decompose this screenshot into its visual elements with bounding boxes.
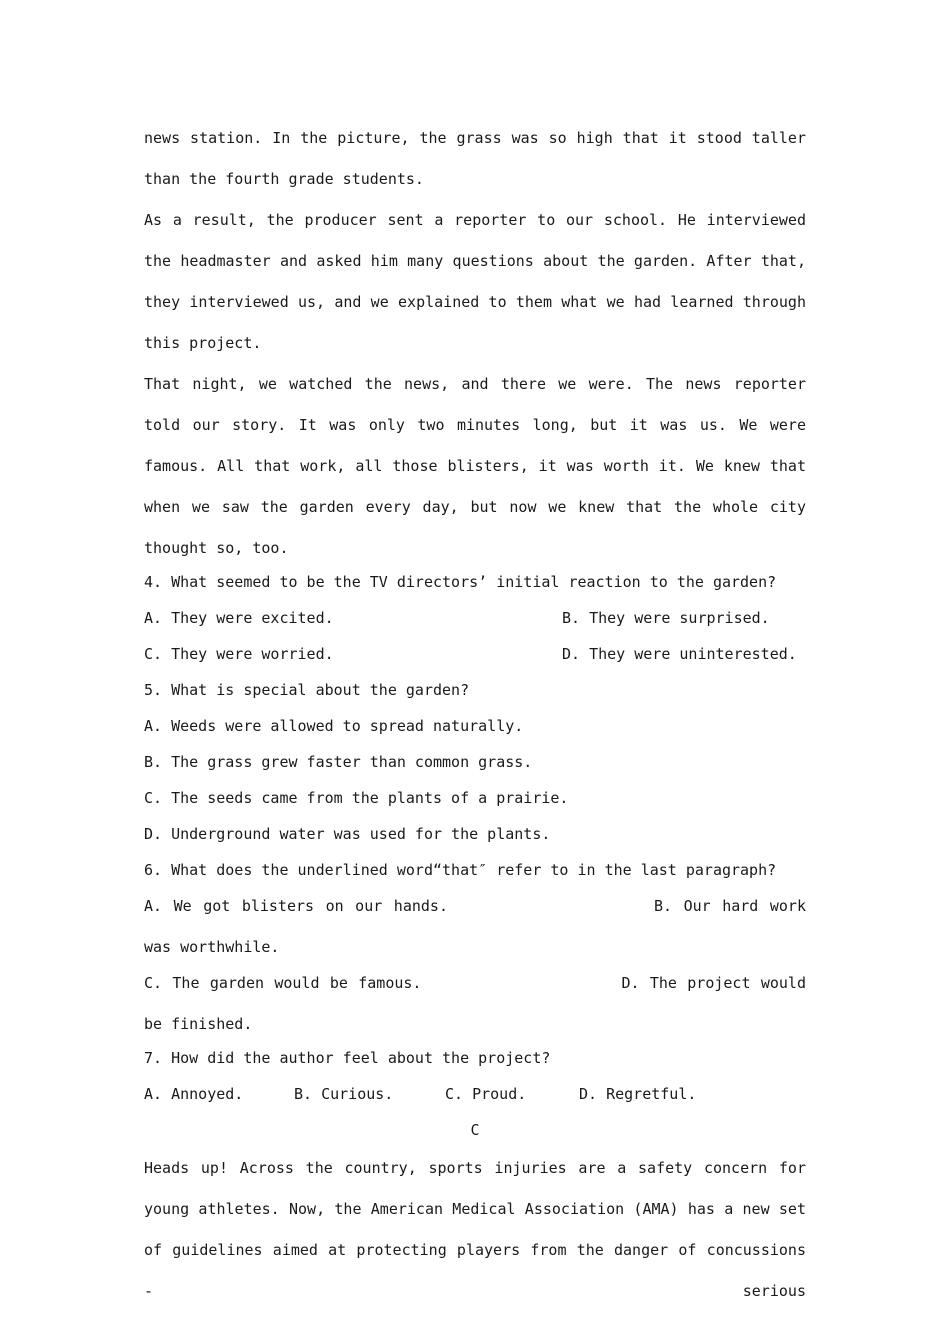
question-6-options-ab [144, 886, 806, 968]
document-page [144, 118, 806, 1312]
passage-paragraph-3: That night, we watched the news, and there we were. The news reporter told our story. It was only two minutes long, but it was us. We were famous. All that work, all those blisters, it was worth it. We knew that when we saw the garden every day, but now we knew that the whole city thought so, too. [144, 375, 806, 557]
question-7-option-d: D. Regretful. [579, 1085, 697, 1103]
question-4-stem: 4. What seemed to be the TV directors’ initial reaction to the garden? [144, 573, 777, 591]
question-5-option-c: C. The seeds came from the plants of a prairie. [144, 789, 569, 807]
question-6-option-d: D. The project would be finished. [144, 974, 806, 1033]
question-5-option-b: B. The grass grew faster than common grass. [144, 753, 533, 771]
question-5-option-d: D. Underground water was used for the plants. [144, 825, 551, 843]
question-4-option-a: A. They were excited. [144, 609, 334, 627]
question-7-option-c: C. Proud. [445, 1085, 527, 1103]
question-4-options-row-2 [144, 636, 806, 672]
question-4-option-d: D. They were uninterested. [562, 645, 797, 663]
passage-paragraph-1: news station. In the picture, the grass was so high that it stood taller than the fourth grade students. [144, 129, 806, 188]
question-7-option-b: B. Curious. [294, 1085, 394, 1103]
question-6-stem: 6. What does the underlined word“that″ refer to in the last paragraph? [144, 861, 777, 879]
section-c-paragraph-1: Heads up! Across the country, sports injuries are a safety concern for young athletes. Now, the American Medical Association (AMA) has a new set of guidelines aimed at protecting players from the danger of concussions - serious [144, 1159, 806, 1300]
question-7-stem: 7. How did the author feel about the project? [144, 1049, 551, 1067]
question-6-option-b: B. Our hard work was worthwhile. [144, 897, 806, 956]
passage-paragraph-2: As a result, the producer sent a reporter to our school. He interviewed the headmaster and asked him many questions about the garden. After that, they interviewed us, and we explained to them what we had learned through this project. [144, 211, 806, 352]
section-c-heading: C [470, 1121, 480, 1139]
question-5-stem: 5. What is special about the garden? [144, 681, 470, 699]
question-4-options-row-1 [144, 600, 806, 636]
question-6-options-cd [144, 963, 806, 1045]
question-6-option-a: A. We got blisters on our hands. [144, 897, 448, 915]
question-4-option-c: C. They were worried. [144, 645, 334, 663]
question-4-option-b: B. They were surprised. [562, 609, 770, 627]
question-6-option-c: C. The garden would be famous. [144, 974, 422, 992]
question-5-option-a: A. Weeds were allowed to spread naturally. [144, 717, 524, 735]
question-7-option-a: A. Annoyed. [144, 1085, 244, 1103]
question-7-options [144, 1076, 806, 1112]
